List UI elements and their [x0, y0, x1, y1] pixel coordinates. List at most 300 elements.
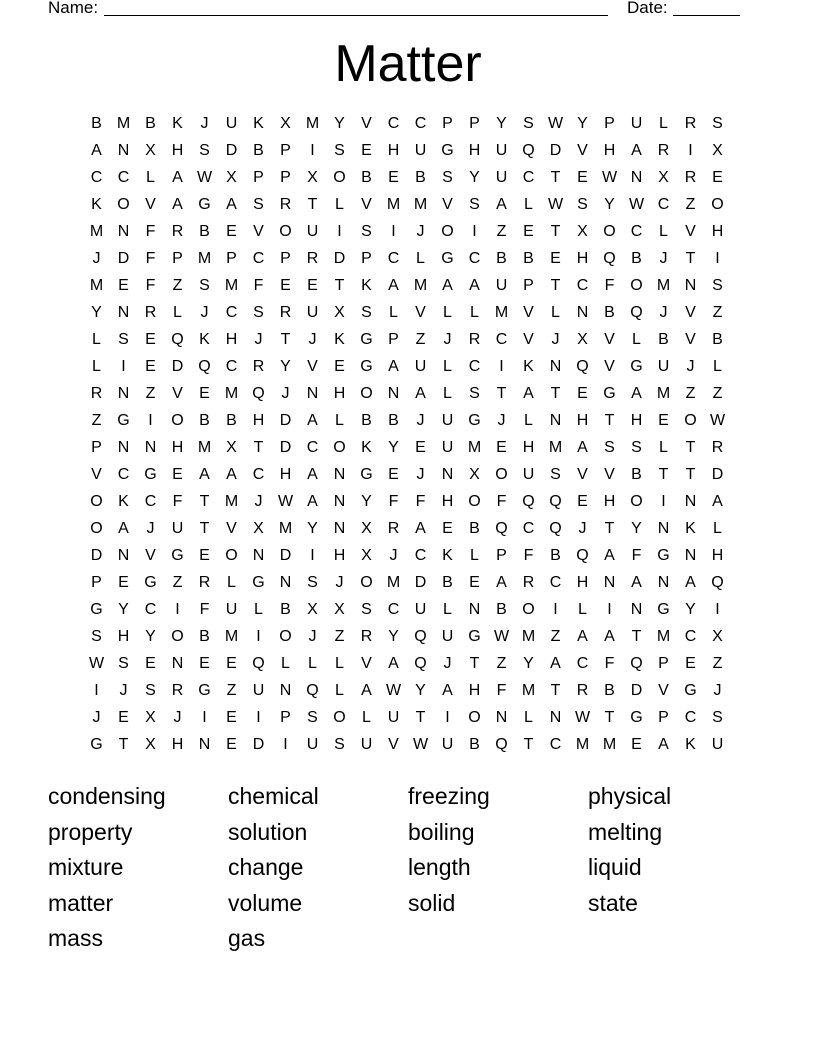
grid-letter[interactable]: V: [523, 304, 534, 321]
grid-letter[interactable]: X: [253, 520, 264, 537]
grid-letter[interactable]: K: [118, 493, 129, 510]
grid-letter[interactable]: X: [577, 223, 588, 240]
grid-letter[interactable]: A: [226, 466, 237, 483]
grid-letter[interactable]: P: [604, 115, 615, 132]
grid-letter[interactable]: A: [307, 493, 318, 510]
grid-letter[interactable]: C: [549, 736, 562, 753]
grid-letter[interactable]: T: [280, 331, 291, 348]
grid-letter[interactable]: G: [171, 547, 184, 564]
grid-letter[interactable]: E: [145, 358, 156, 375]
grid-letter[interactable]: Y: [334, 115, 345, 132]
grid-letter[interactable]: T: [604, 709, 615, 726]
grid-letter[interactable]: T: [469, 655, 480, 672]
grid-letter[interactable]: E: [577, 493, 588, 510]
grid-letter[interactable]: A: [496, 196, 507, 213]
grid-letter[interactable]: I: [310, 142, 315, 159]
grid-letter[interactable]: C: [657, 196, 670, 213]
grid-letter[interactable]: R: [90, 385, 103, 402]
grid-letter[interactable]: E: [199, 655, 210, 672]
grid-letter[interactable]: V: [658, 682, 669, 699]
grid-letter[interactable]: N: [657, 574, 670, 591]
grid-letter[interactable]: S: [118, 331, 129, 348]
grid-letter[interactable]: C: [414, 547, 427, 564]
grid-letter[interactable]: N: [333, 520, 346, 537]
grid-letter[interactable]: W: [601, 169, 618, 186]
grid-letter[interactable]: O: [603, 223, 616, 240]
grid-letter[interactable]: W: [709, 412, 726, 429]
grid-letter[interactable]: K: [334, 331, 345, 348]
grid-letter[interactable]: T: [685, 250, 696, 267]
grid-letter[interactable]: B: [604, 682, 615, 699]
grid-letter[interactable]: T: [685, 439, 696, 456]
grid-letter[interactable]: T: [604, 412, 615, 429]
grid-letter[interactable]: U: [252, 682, 265, 699]
grid-letter[interactable]: F: [631, 547, 642, 564]
grid-letter[interactable]: G: [144, 466, 157, 483]
grid-letter[interactable]: W: [574, 709, 591, 726]
grid-letter[interactable]: J: [443, 331, 452, 348]
grid-letter[interactable]: W: [196, 169, 213, 186]
grid-letter[interactable]: L: [443, 601, 452, 618]
grid-letter[interactable]: H: [468, 142, 481, 159]
grid-letter[interactable]: P: [469, 115, 480, 132]
grid-letter[interactable]: H: [333, 385, 346, 402]
grid-letter[interactable]: E: [523, 223, 534, 240]
grid-letter[interactable]: N: [117, 304, 130, 321]
grid-letter[interactable]: R: [252, 358, 265, 375]
grid-letter[interactable]: R: [657, 142, 670, 159]
grid-letter[interactable]: Y: [415, 682, 426, 699]
grid-letter[interactable]: U: [441, 628, 454, 645]
grid-letter[interactable]: U: [495, 169, 508, 186]
grid-letter[interactable]: U: [711, 736, 724, 753]
grid-letter[interactable]: X: [145, 736, 156, 753]
grid-letter[interactable]: J: [92, 709, 101, 726]
grid-letter[interactable]: Q: [603, 250, 616, 267]
grid-letter[interactable]: F: [496, 493, 507, 510]
grid-letter[interactable]: Z: [172, 574, 183, 591]
grid-letter[interactable]: Q: [495, 520, 508, 537]
grid-letter[interactable]: L: [524, 709, 533, 726]
grid-letter[interactable]: Q: [198, 358, 211, 375]
grid-letter[interactable]: A: [388, 655, 399, 672]
grid-letter[interactable]: B: [496, 250, 507, 267]
grid-letter[interactable]: U: [306, 304, 319, 321]
grid-letter[interactable]: T: [631, 628, 642, 645]
grid-letter[interactable]: H: [252, 412, 265, 429]
grid-letter[interactable]: U: [306, 223, 319, 240]
grid-letter[interactable]: M: [656, 277, 671, 294]
grid-letter[interactable]: E: [118, 709, 129, 726]
grid-letter[interactable]: C: [387, 601, 400, 618]
grid-letter[interactable]: Y: [523, 655, 534, 672]
grid-letter[interactable]: L: [308, 655, 317, 672]
grid-letter[interactable]: B: [550, 547, 561, 564]
grid-letter[interactable]: M: [224, 385, 239, 402]
grid-letter[interactable]: J: [308, 628, 317, 645]
grid-letter[interactable]: K: [361, 439, 372, 456]
grid-letter[interactable]: S: [361, 601, 372, 618]
grid-letter[interactable]: L: [335, 655, 344, 672]
grid-letter[interactable]: S: [91, 628, 102, 645]
grid-letter[interactable]: A: [577, 439, 588, 456]
grid-letter[interactable]: A: [469, 277, 480, 294]
grid-letter[interactable]: S: [307, 574, 318, 591]
grid-letter[interactable]: V: [226, 520, 237, 537]
grid-letter[interactable]: T: [523, 736, 534, 753]
grid-letter[interactable]: P: [172, 250, 183, 267]
grid-letter[interactable]: T: [199, 493, 210, 510]
grid-letter[interactable]: G: [90, 601, 103, 618]
grid-letter[interactable]: N: [144, 439, 157, 456]
date-field[interactable]: [673, 15, 740, 16]
grid-letter[interactable]: R: [171, 223, 184, 240]
grid-letter[interactable]: R: [576, 682, 589, 699]
grid-letter[interactable]: A: [550, 655, 561, 672]
grid-letter[interactable]: A: [307, 466, 318, 483]
grid-letter[interactable]: N: [441, 466, 454, 483]
grid-letter[interactable]: Y: [91, 304, 102, 321]
grid-letter[interactable]: B: [631, 250, 642, 267]
grid-letter[interactable]: H: [117, 628, 130, 645]
grid-letter[interactable]: M: [521, 682, 536, 699]
grid-letter[interactable]: N: [657, 520, 670, 537]
grid-letter[interactable]: W: [412, 736, 429, 753]
grid-letter[interactable]: J: [200, 115, 209, 132]
grid-letter[interactable]: L: [173, 304, 182, 321]
grid-letter[interactable]: M: [656, 385, 671, 402]
grid-letter[interactable]: S: [712, 709, 723, 726]
grid-letter[interactable]: H: [576, 250, 589, 267]
grid-letter[interactable]: Q: [171, 331, 184, 348]
grid-letter[interactable]: N: [603, 574, 616, 591]
grid-letter[interactable]: I: [256, 628, 261, 645]
grid-letter[interactable]: Q: [414, 655, 427, 672]
grid-letter[interactable]: S: [469, 196, 480, 213]
grid-letter[interactable]: B: [199, 628, 210, 645]
grid-letter[interactable]: R: [684, 169, 697, 186]
grid-letter[interactable]: B: [442, 574, 453, 591]
grid-letter[interactable]: A: [172, 169, 183, 186]
grid-letter[interactable]: N: [549, 358, 562, 375]
grid-letter[interactable]: N: [630, 601, 643, 618]
grid-letter[interactable]: B: [145, 115, 156, 132]
grid-letter[interactable]: X: [145, 142, 156, 159]
grid-letter[interactable]: C: [414, 115, 427, 132]
grid-letter[interactable]: N: [117, 223, 130, 240]
grid-letter[interactable]: Z: [685, 196, 696, 213]
grid-letter[interactable]: O: [522, 601, 535, 618]
grid-letter[interactable]: Q: [252, 385, 265, 402]
grid-letter[interactable]: V: [145, 547, 156, 564]
grid-letter[interactable]: J: [416, 412, 425, 429]
grid-letter[interactable]: R: [468, 331, 481, 348]
grid-letter[interactable]: C: [225, 304, 238, 321]
grid-letter[interactable]: J: [92, 250, 101, 267]
grid-letter[interactable]: W: [277, 493, 294, 510]
grid-letter[interactable]: M: [521, 628, 536, 645]
grid-letter[interactable]: A: [712, 493, 723, 510]
grid-letter[interactable]: B: [388, 412, 399, 429]
grid-letter[interactable]: W: [547, 196, 564, 213]
grid-letter[interactable]: C: [252, 466, 265, 483]
grid-letter[interactable]: Z: [496, 223, 507, 240]
grid-letter[interactable]: V: [523, 331, 534, 348]
grid-letter[interactable]: N: [684, 277, 697, 294]
grid-letter[interactable]: F: [415, 493, 426, 510]
grid-letter[interactable]: N: [333, 466, 346, 483]
grid-letter[interactable]: P: [280, 250, 291, 267]
grid-letter[interactable]: X: [307, 601, 318, 618]
grid-letter[interactable]: A: [658, 736, 669, 753]
grid-letter[interactable]: E: [199, 547, 210, 564]
grid-letter[interactable]: B: [361, 412, 372, 429]
grid-letter[interactable]: E: [172, 466, 183, 483]
grid-letter[interactable]: C: [468, 358, 481, 375]
grid-letter[interactable]: F: [523, 547, 534, 564]
grid-letter[interactable]: L: [470, 547, 479, 564]
grid-letter[interactable]: D: [279, 412, 292, 429]
grid-letter[interactable]: L: [443, 304, 452, 321]
grid-letter[interactable]: P: [496, 547, 507, 564]
grid-letter[interactable]: Z: [685, 385, 696, 402]
grid-letter[interactable]: U: [522, 466, 535, 483]
grid-letter[interactable]: L: [146, 169, 155, 186]
grid-letter[interactable]: A: [685, 574, 696, 591]
grid-letter[interactable]: C: [684, 709, 697, 726]
grid-letter[interactable]: E: [577, 385, 588, 402]
grid-letter[interactable]: B: [631, 466, 642, 483]
grid-letter[interactable]: J: [416, 223, 425, 240]
grid-letter[interactable]: M: [656, 628, 671, 645]
grid-letter[interactable]: X: [226, 169, 237, 186]
grid-letter[interactable]: D: [630, 682, 643, 699]
grid-letter[interactable]: R: [684, 115, 697, 132]
grid-letter[interactable]: G: [90, 736, 103, 753]
grid-letter[interactable]: X: [307, 169, 318, 186]
grid-letter[interactable]: A: [388, 277, 399, 294]
grid-letter[interactable]: C: [684, 628, 697, 645]
grid-letter[interactable]: A: [415, 520, 426, 537]
grid-letter[interactable]: U: [441, 736, 454, 753]
grid-letter[interactable]: E: [361, 142, 372, 159]
grid-letter[interactable]: E: [658, 412, 669, 429]
grid-letter[interactable]: J: [335, 574, 344, 591]
grid-letter[interactable]: Y: [145, 628, 156, 645]
grid-letter[interactable]: U: [360, 736, 373, 753]
grid-letter[interactable]: L: [443, 385, 452, 402]
grid-letter[interactable]: E: [226, 223, 237, 240]
name-field[interactable]: [104, 15, 608, 16]
grid-letter[interactable]: U: [225, 601, 238, 618]
grid-letter[interactable]: X: [226, 439, 237, 456]
grid-letter[interactable]: C: [117, 466, 130, 483]
grid-letter[interactable]: T: [685, 466, 696, 483]
grid-letter[interactable]: M: [224, 493, 239, 510]
grid-letter[interactable]: I: [391, 223, 396, 240]
grid-letter[interactable]: B: [280, 601, 291, 618]
grid-letter[interactable]: I: [310, 547, 315, 564]
grid-letter[interactable]: L: [389, 304, 398, 321]
grid-letter[interactable]: Y: [577, 115, 588, 132]
grid-letter[interactable]: X: [577, 331, 588, 348]
grid-letter[interactable]: P: [226, 250, 237, 267]
grid-letter[interactable]: H: [171, 736, 184, 753]
grid-letter[interactable]: O: [630, 277, 643, 294]
grid-letter[interactable]: G: [630, 358, 643, 375]
grid-letter[interactable]: C: [252, 250, 265, 267]
grid-letter[interactable]: A: [496, 574, 507, 591]
grid-letter[interactable]: L: [92, 358, 101, 375]
grid-letter[interactable]: P: [91, 574, 102, 591]
grid-letter[interactable]: V: [685, 304, 696, 321]
grid-letter[interactable]: B: [604, 304, 615, 321]
grid-letter[interactable]: C: [549, 574, 562, 591]
grid-letter[interactable]: E: [712, 169, 723, 186]
grid-letter[interactable]: A: [199, 466, 210, 483]
grid-letter[interactable]: A: [631, 574, 642, 591]
grid-letter[interactable]: L: [443, 358, 452, 375]
grid-letter[interactable]: G: [603, 385, 616, 402]
grid-letter[interactable]: Y: [388, 628, 399, 645]
grid-letter[interactable]: J: [497, 412, 506, 429]
grid-letter[interactable]: X: [361, 520, 372, 537]
grid-letter[interactable]: O: [441, 223, 454, 240]
grid-letter[interactable]: M: [116, 115, 131, 132]
grid-letter[interactable]: G: [198, 196, 211, 213]
grid-letter[interactable]: C: [225, 358, 238, 375]
grid-letter[interactable]: V: [253, 223, 264, 240]
grid-letter[interactable]: O: [171, 412, 184, 429]
grid-letter[interactable]: O: [90, 520, 103, 537]
grid-letter[interactable]: S: [334, 736, 345, 753]
grid-letter[interactable]: N: [387, 385, 400, 402]
grid-letter[interactable]: N: [306, 385, 319, 402]
grid-letter[interactable]: X: [712, 142, 723, 159]
grid-letter[interactable]: O: [279, 223, 292, 240]
grid-letter[interactable]: I: [121, 358, 126, 375]
grid-letter[interactable]: H: [333, 547, 346, 564]
grid-letter[interactable]: C: [144, 493, 157, 510]
grid-letter[interactable]: I: [445, 709, 450, 726]
grid-letter[interactable]: M: [386, 574, 401, 591]
grid-letter[interactable]: C: [117, 169, 130, 186]
grid-letter[interactable]: N: [468, 601, 481, 618]
grid-letter[interactable]: Q: [576, 358, 589, 375]
grid-letter[interactable]: Q: [711, 574, 724, 591]
grid-letter[interactable]: Q: [306, 682, 319, 699]
grid-letter[interactable]: J: [119, 682, 128, 699]
grid-letter[interactable]: J: [686, 358, 695, 375]
grid-letter[interactable]: I: [499, 358, 504, 375]
grid-letter[interactable]: G: [441, 250, 454, 267]
grid-letter[interactable]: I: [553, 601, 558, 618]
grid-letter[interactable]: I: [148, 412, 153, 429]
grid-letter[interactable]: E: [226, 736, 237, 753]
grid-letter[interactable]: N: [252, 547, 265, 564]
grid-letter[interactable]: B: [226, 412, 237, 429]
grid-letter[interactable]: J: [551, 331, 560, 348]
grid-letter[interactable]: B: [469, 520, 480, 537]
grid-letter[interactable]: I: [94, 682, 99, 699]
grid-letter[interactable]: B: [712, 331, 723, 348]
grid-letter[interactable]: H: [171, 439, 184, 456]
grid-letter[interactable]: Y: [361, 493, 372, 510]
grid-letter[interactable]: E: [118, 277, 129, 294]
grid-letter[interactable]: N: [549, 412, 562, 429]
grid-letter[interactable]: E: [226, 655, 237, 672]
grid-letter[interactable]: V: [442, 196, 453, 213]
grid-letter[interactable]: K: [172, 115, 183, 132]
grid-letter[interactable]: M: [413, 277, 428, 294]
grid-letter[interactable]: Q: [522, 493, 535, 510]
grid-letter[interactable]: R: [279, 196, 292, 213]
grid-letter[interactable]: E: [496, 439, 507, 456]
grid-letter[interactable]: J: [659, 250, 668, 267]
grid-letter[interactable]: P: [280, 169, 291, 186]
grid-letter[interactable]: O: [495, 466, 508, 483]
grid-letter[interactable]: O: [117, 196, 130, 213]
grid-letter[interactable]: V: [604, 466, 615, 483]
grid-letter[interactable]: H: [576, 412, 589, 429]
grid-letter[interactable]: N: [171, 655, 184, 672]
grid-letter[interactable]: I: [715, 250, 720, 267]
grid-letter[interactable]: O: [279, 628, 292, 645]
grid-letter[interactable]: Q: [522, 142, 535, 159]
grid-letter[interactable]: V: [91, 466, 102, 483]
grid-letter[interactable]: A: [172, 196, 183, 213]
grid-letter[interactable]: V: [361, 655, 372, 672]
grid-letter[interactable]: T: [307, 196, 318, 213]
grid-letter[interactable]: P: [91, 439, 102, 456]
grid-letter[interactable]: S: [253, 304, 264, 321]
grid-letter[interactable]: B: [253, 142, 264, 159]
grid-letter[interactable]: M: [548, 439, 563, 456]
grid-letter[interactable]: N: [279, 682, 292, 699]
grid-letter[interactable]: Z: [712, 655, 723, 672]
grid-letter[interactable]: A: [307, 412, 318, 429]
grid-letter[interactable]: R: [522, 574, 535, 591]
grid-letter[interactable]: T: [415, 709, 426, 726]
grid-letter[interactable]: R: [360, 628, 373, 645]
grid-letter[interactable]: N: [117, 439, 130, 456]
grid-letter[interactable]: Q: [576, 547, 589, 564]
grid-letter[interactable]: O: [171, 628, 184, 645]
grid-letter[interactable]: A: [415, 385, 426, 402]
grid-letter[interactable]: T: [118, 736, 129, 753]
grid-letter[interactable]: Z: [496, 655, 507, 672]
grid-letter[interactable]: U: [441, 439, 454, 456]
grid-letter[interactable]: V: [577, 466, 588, 483]
grid-letter[interactable]: H: [630, 412, 643, 429]
grid-letter[interactable]: P: [658, 709, 669, 726]
grid-letter[interactable]: E: [550, 250, 561, 267]
grid-letter[interactable]: O: [225, 547, 238, 564]
grid-letter[interactable]: R: [306, 250, 319, 267]
grid-letter[interactable]: L: [254, 601, 263, 618]
grid-letter[interactable]: Z: [172, 277, 183, 294]
grid-letter[interactable]: J: [443, 655, 452, 672]
grid-letter[interactable]: T: [550, 277, 561, 294]
grid-letter[interactable]: Z: [226, 682, 237, 699]
grid-letter[interactable]: Q: [414, 628, 427, 645]
grid-letter[interactable]: E: [631, 736, 642, 753]
grid-letter[interactable]: Q: [630, 655, 643, 672]
grid-letter[interactable]: J: [578, 520, 587, 537]
grid-letter[interactable]: D: [225, 142, 238, 159]
grid-letter[interactable]: A: [118, 520, 129, 537]
grid-letter[interactable]: E: [577, 169, 588, 186]
